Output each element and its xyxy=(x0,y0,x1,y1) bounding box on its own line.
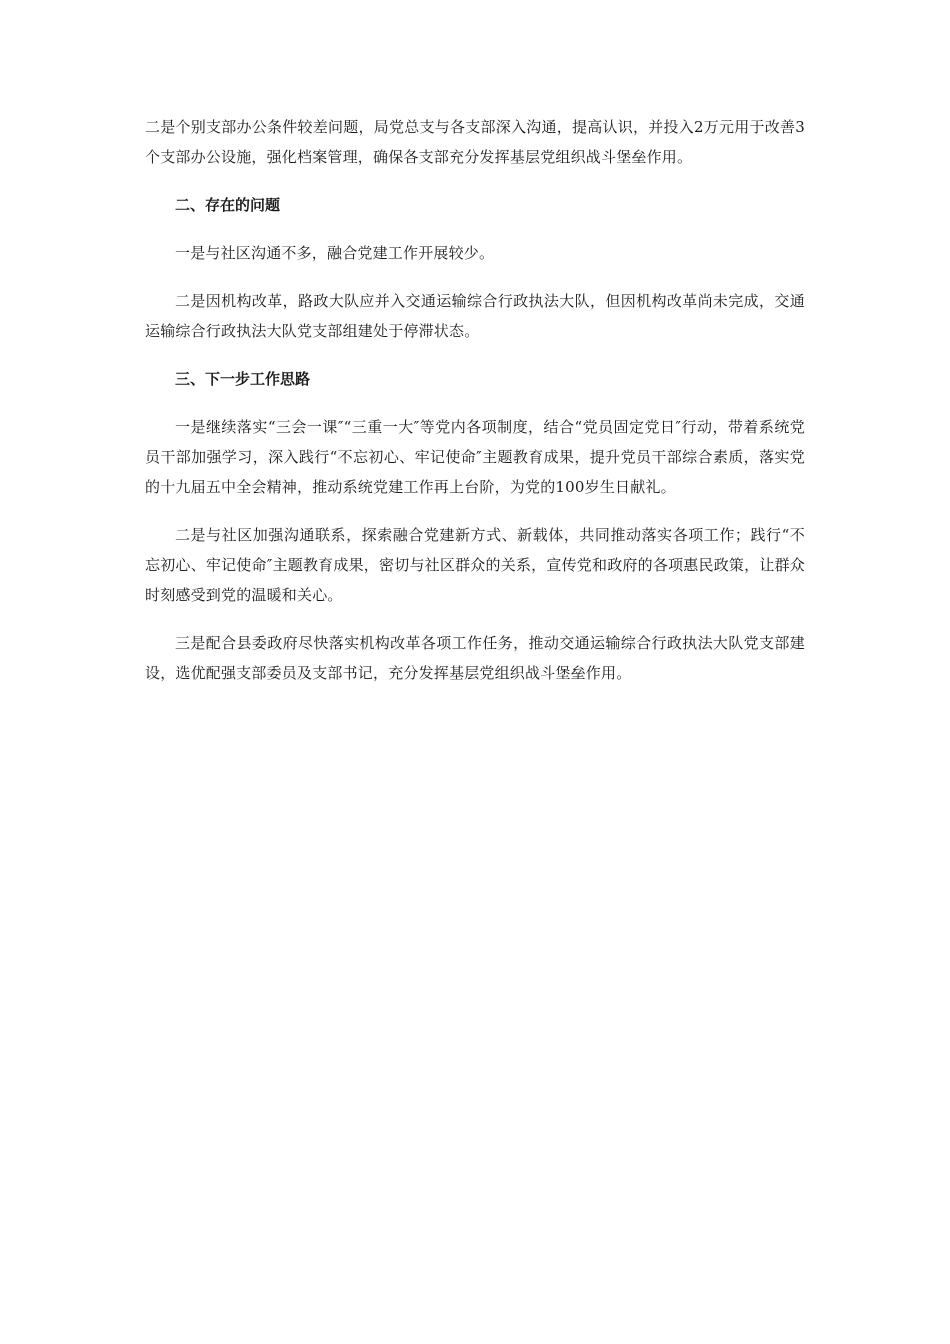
document-body xyxy=(145,112,805,706)
paragraph-next-step-2: 二是与社区加强沟通联系，探索融合党建新方式、新载体，共同推动落实各项工作；践行“不忘初心、牢记使命″主题教育成果，密切与社区群众的关系，宣传党和政府的各项惠民政策，让群众时刻感受到党的温暖和关心。 xyxy=(145,526,805,604)
paragraph-problem-2: 二是因机构改革，路政大队应并入交通运输综合行政执法大队，但因机构改革尚未完成，交通运输综合行政执法大队党支部组建处于停滞状态。 xyxy=(145,292,805,340)
paragraph-next-step-1: 一是继续落实“三会一课″“三重一大″等党内各项制度，结合“党员固定党日″行动，带着系统党员干部加强学习，深入践行“不忘初心、牢记使命″主题教育成果，提升党员干部综合素质，落实党的十九届五中全会精神，推动系统党建工作再上台阶，为党的100岁生日献礼。 xyxy=(145,418,805,496)
paragraph-problem-1: 一是与社区沟通不多，融合党建工作开展较少。 xyxy=(175,244,495,262)
paragraph-next-step-3: 三是配合县委政府尽快落实机构改革各项工作任务，推动交通运输综合行政执法大队党支部建设，选优配强支部委员及支部书记，充分发挥基层党组织战斗堡垒作用。 xyxy=(145,634,805,682)
section-heading-next-steps: 三、下一步工作思路 xyxy=(175,370,311,388)
section-heading-problems: 二、存在的问题 xyxy=(175,196,281,214)
paragraph-office-conditions: 二是个别支部办公条件较差问题，局党总支与各支部深入沟通，提高认识，并投入2万元用于改善3个支部办公设施，强化档案管理，确保各支部充分发挥基层党组织战斗堡垒作用。 xyxy=(145,118,805,166)
